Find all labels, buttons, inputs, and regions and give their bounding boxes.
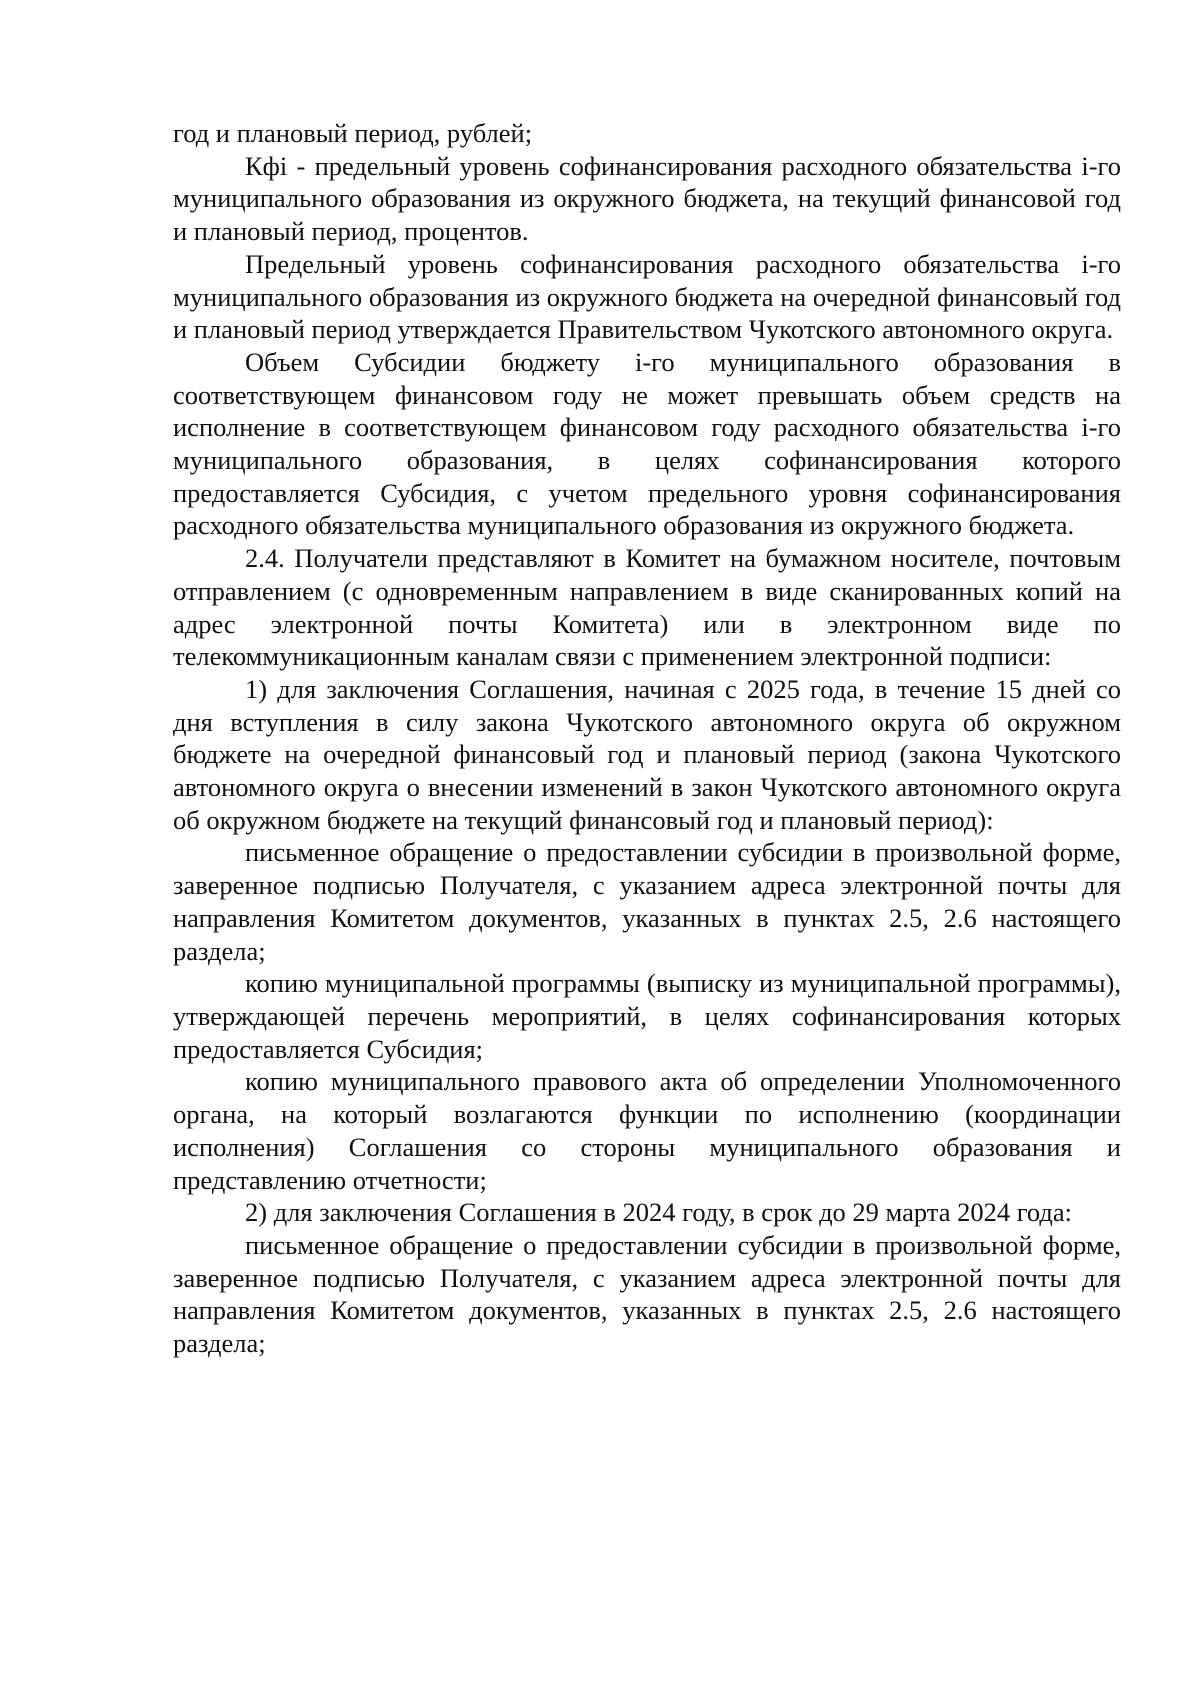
paragraph: 2.4. Получатели представляют в Комитет на бумажном носителе, почтовым отправлением (с одновременным направлением в виде сканированных копий на адрес электронной почты Комитета) или в электронном виде по телекоммуникационным каналам связи с применением электронной подписи: <box>173 543 1121 672</box>
paragraph: Кфi - предельный уровень софинансирования расходного обязательства i-го муниципального образования из окружного бюджета, на текущий финансовой год и плановый период, процентов. <box>173 150 1121 247</box>
paragraph: письменное обращение о предоставлении субсидии в произвольной форме, заверенное подписью Получателя, с указанием адреса электронной почты для направления Комитетом документов, указанных в пунктах 2.5, 2.6 настоящего раздела; <box>173 1229 1121 1359</box>
paragraph: копию муниципального правового акта об определении Уполномоченного органа, на который возлагаются функции по исполнению (координации исполнения) Соглашения со стороны муниципального образования и представлению отчетности; <box>173 1066 1121 1195</box>
paragraph: Предельный уровень софинансирования расходного обязательства i-го муниципального образования из окружного бюджета на очередной финансовый год и плановый период утверждается Правительством Чукотского автономного округа. <box>173 248 1121 345</box>
paragraph: Объем Субсидии бюджету i-го муниципального образования в соответствующем финансовом году не может превышать объем средств на исполнение в соответствующем финансовом году расходного обязательства i-го муниципального образования, в целях софинансирования которого предоставляется Субсидия, с учетом предельного уровня софинансирования расходного обязательства муниципального образования из окружного бюджета. <box>173 346 1121 541</box>
paragraph: год и плановый период, рублей; <box>173 118 533 148</box>
paragraph: 1) для заключения Соглашения, начиная с 2025 года, в течение 15 дней со дня вступления в силу закона Чукотского автономного округа об окружном бюджете на очередной финансовый год и плановый период (закона Чукотского автономного округа о внесении изменений в закон Чукотского автономного округа об окружном бюджете на текущий финансовый год и плановый период): <box>173 673 1121 835</box>
document-body <box>173 117 1121 1360</box>
paragraph: копию муниципальной программы (выписку из муниципальной программы), утверждающей перечень мероприятий, в целях софинансирования которых предоставляется Субсидия; <box>173 968 1121 1064</box>
paragraph: письменное обращение о предоставлении субсидии в произвольной форме, заверенное подписью Получателя, с указанием адреса электронной почты для направления Комитетом документов, указанных в пунктах 2.5, 2.6 настоящего раздела; <box>173 837 1121 966</box>
paragraph: 2) для заключения Соглашения в 2024 году, в срок до 29 марта 2024 года: <box>245 1197 1073 1228</box>
